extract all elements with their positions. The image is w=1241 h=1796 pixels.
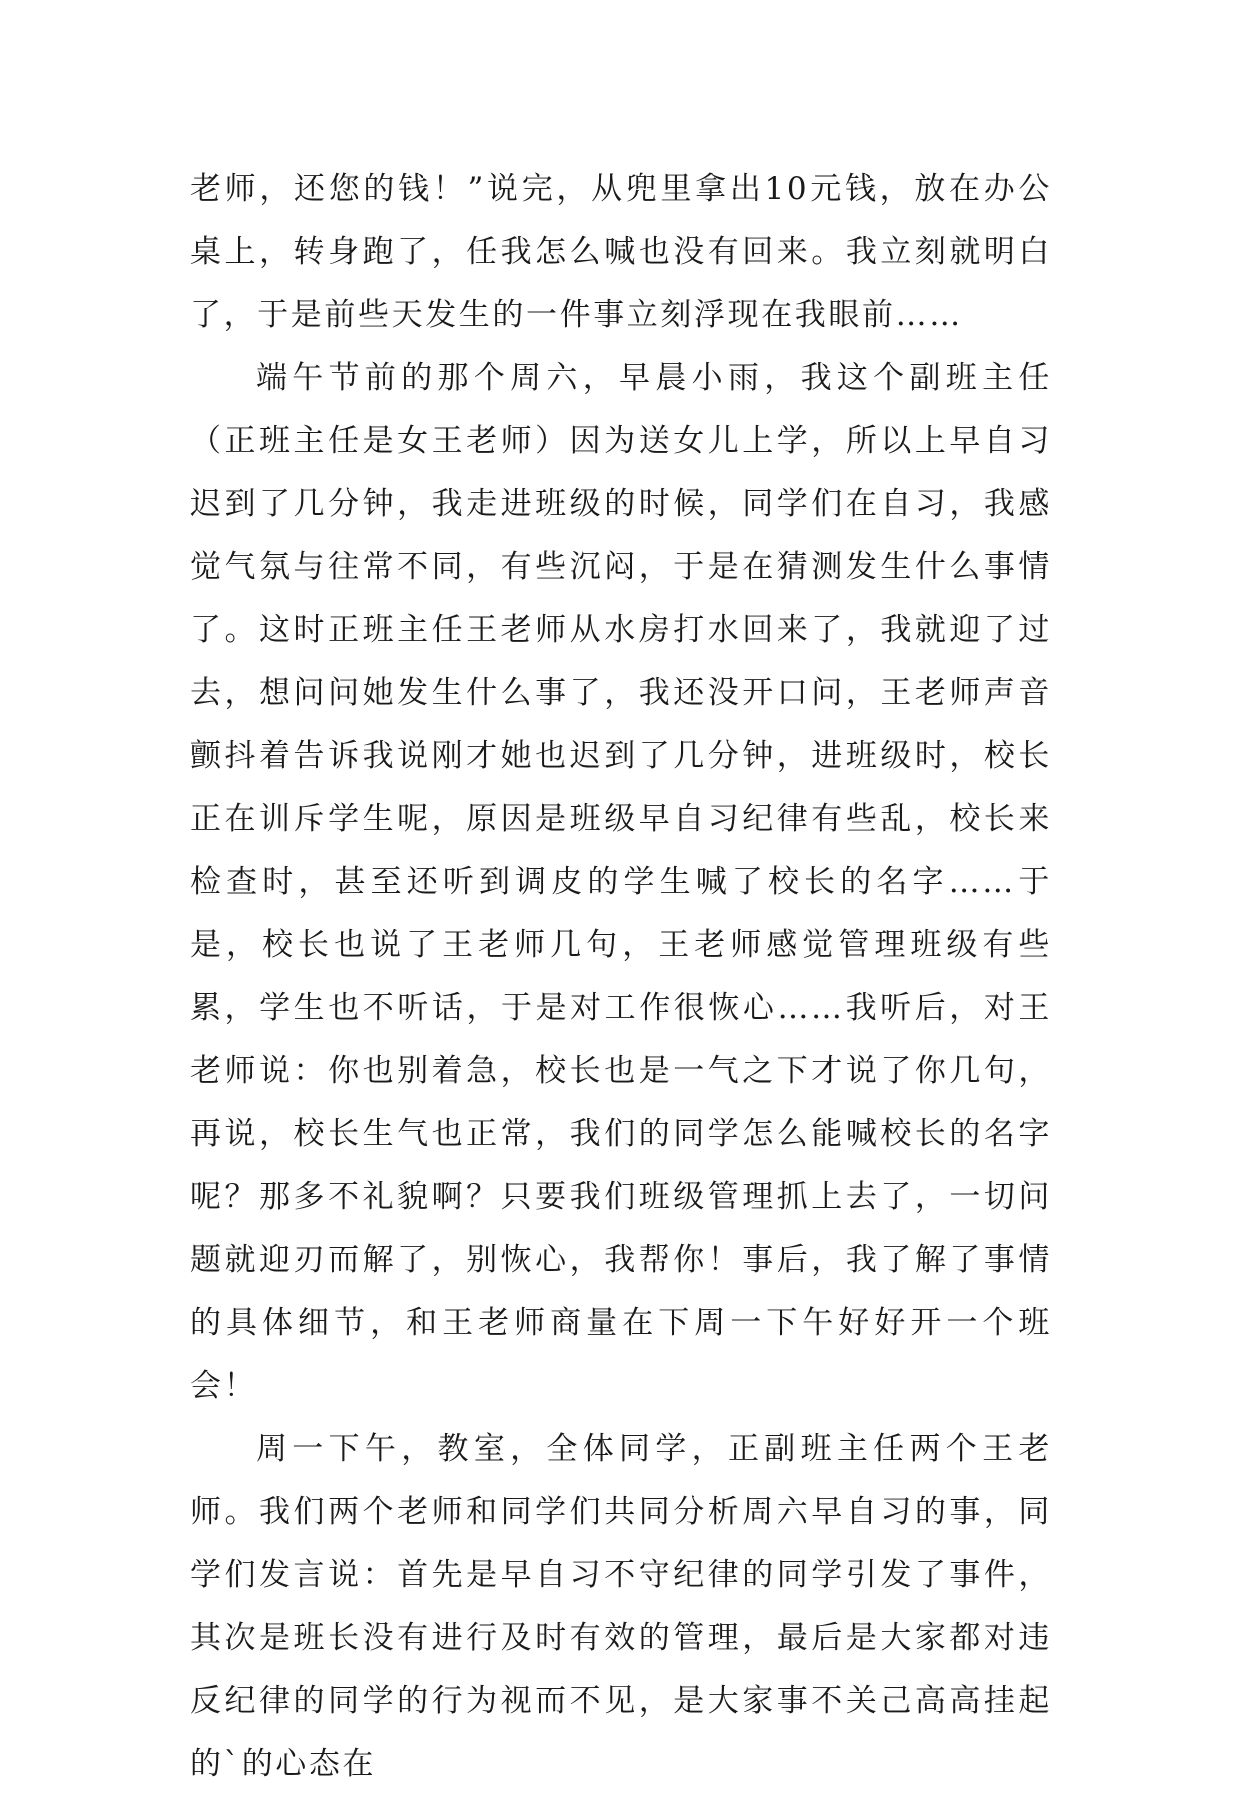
paragraph-3: 周一下午，教室，全体同学，正副班主任两个王老师。我们两个老师和同学们共同分析周六早自习的事，同学们发言说：首先是早自习不守纪律的同学引发了事件，其次是班长没有进行及时有效的管理，最后是大家都对违反纪律的同学的行为视而不见，是大家事不关己高高挂起的`的心态在 — [190, 1431, 1052, 1782]
document-body — [190, 158, 1052, 1796]
paragraph-2: 端午节前的那个周六，早晨小雨，我这个副班主任（正班主任是女王老师）因为送女儿上学，所以上早自习迟到了几分钟，我走进班级的时候，同学们在自习，我感觉气氛与往常不同，有些沉闷，于是在猜测发生什么事情了。这时正班主任王老师从水房打水回来了，我就迎了过去，想问问她发生什么事了，我还没开口问，王老师声音颤抖着告诉我说刚才她也迟到了几分钟，进班级时，校长正在训斥学生呢，原因是班级早自习纪律有些乱，校长来检查时，甚至还听到调皮的学生喊了校长的名字……于是，校长也说了王老师几句，王老师感觉管理班级有些累，学生也不听话，于是对工作很恢心……我听后，对王老师说：你也别着急，校长也是一气之下才说了你几句，再说，校长生气也正常，我们的同学怎么能喊校长的名字呢？那多不礼貌啊？只要我们班级管理抓上去了，一切问题就迎刃而解了，别恢心，我帮你！事后，我了解了事情的具体细节，和王老师商量在下周一下午好好开一个班会！ — [190, 360, 1052, 1404]
paragraph-1: 老师，还您的钱！”说完，从兜里拿出10元钱，放在办公桌上，转身跑了，任我怎么喊也没有回来。我立刻就明白了，于是前些天发生的一件事立刻浮现在我眼前…… — [190, 171, 1052, 333]
